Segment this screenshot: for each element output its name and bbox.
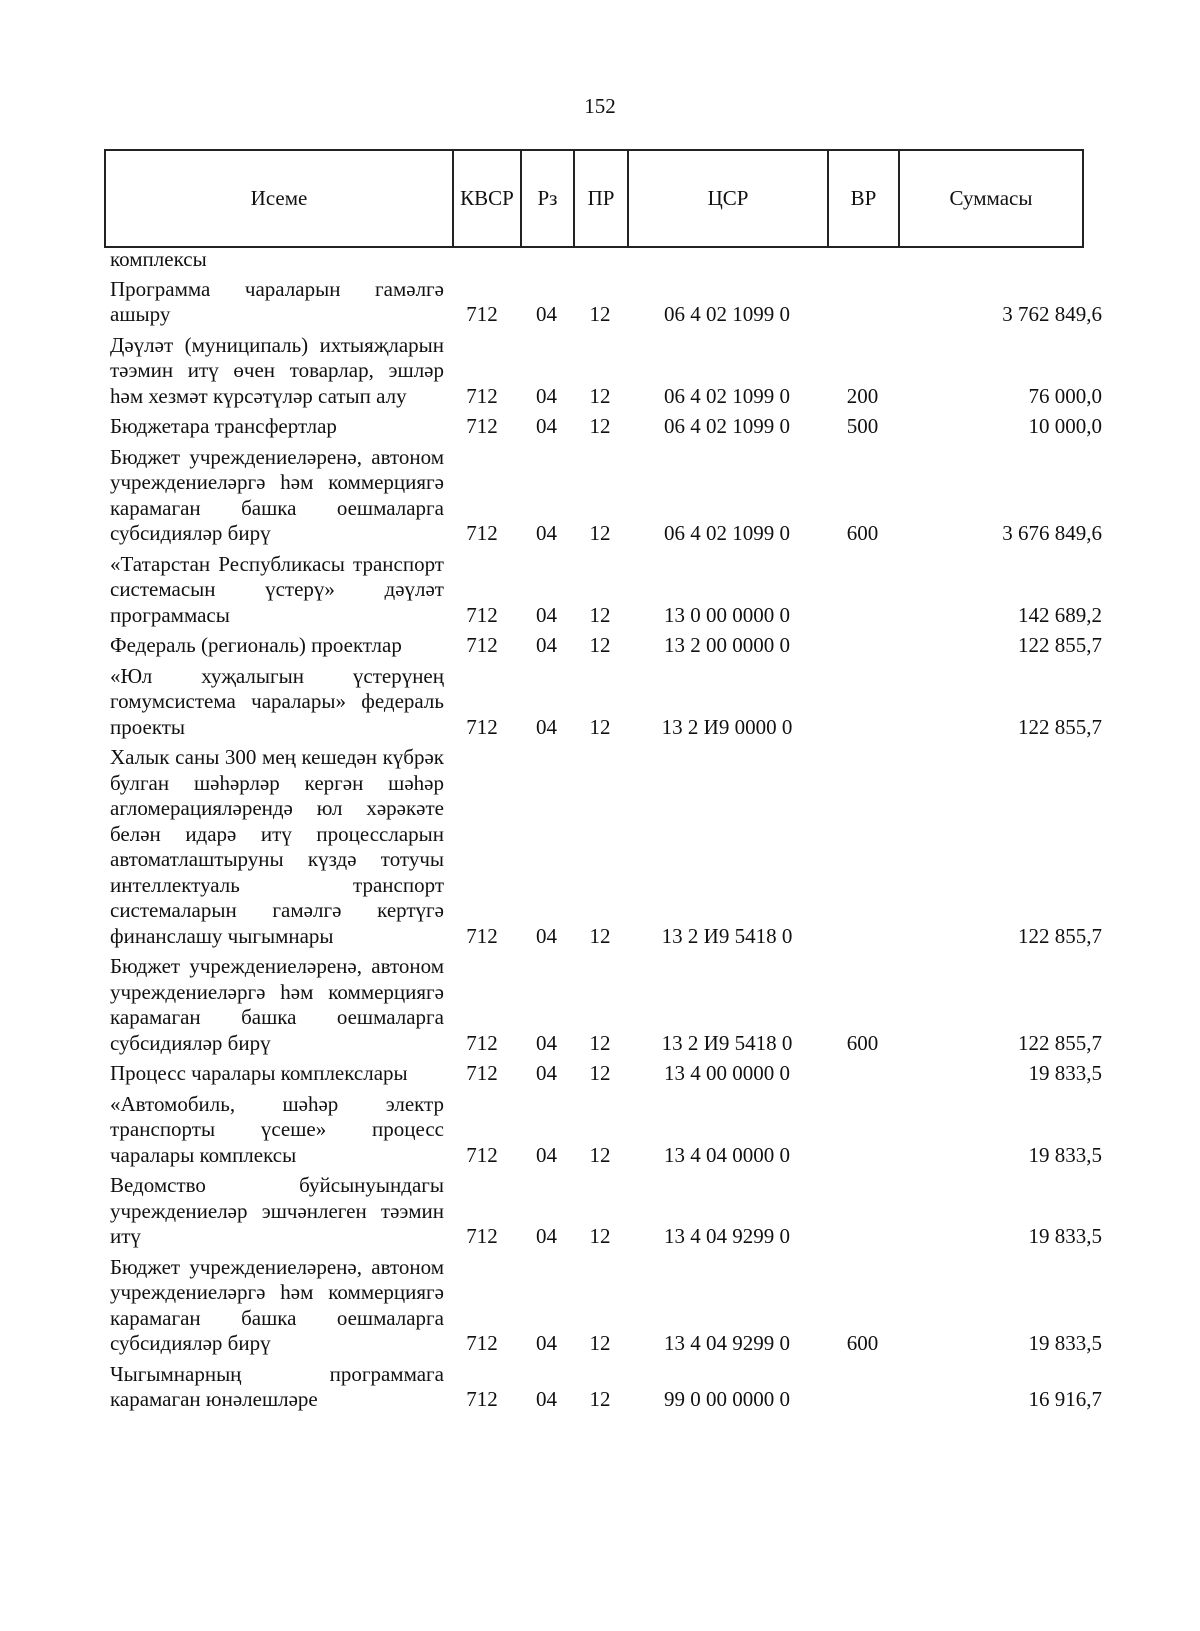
row-sum: 3 676 849,6 (1002, 521, 1102, 545)
row-pr: 12 (589, 714, 611, 739)
row-sum (898, 247, 1112, 277)
header-kvsr: КВСР (453, 150, 521, 247)
row-rz: 04 (536, 521, 557, 545)
row-rz: 04 (536, 1331, 557, 1355)
table-row (104, 1362, 1112, 1418)
row-vr (827, 1092, 898, 1174)
row-pr: 12 (589, 414, 611, 438)
row-pr: 12 (589, 302, 611, 326)
row-sum: 142 689,2 (1018, 602, 1102, 627)
row-rz: 04 (536, 602, 557, 627)
row-pr: 12 (589, 1061, 611, 1085)
row-kvsr: 712 (466, 1030, 498, 1055)
table-row (104, 1092, 1112, 1174)
row-sum: 16 916,7 (1028, 1387, 1102, 1411)
header-csr: ЦСР (628, 150, 828, 247)
row-csr (627, 247, 827, 277)
row-vr (827, 1173, 898, 1255)
row-name: Бюджет учреждениеләренә, автоном учреждениеләргә һәм коммерциягә карамаган башка оешмаларга субсидияләр бирү (110, 954, 444, 1055)
row-name: Халык саны 300 мең кешедән күбрәк булган шәһәрләр кергән шәһәр агломерацияләрендә юл хәрәкәте белән идарә итү процессларын автоматлаштыруны күздә тотучы интеллектуаль транспорт системаларын гамәлгә кертүгә финанслашу чыгымнары (110, 745, 444, 948)
row-rz: 04 (536, 1387, 557, 1411)
row-vr (827, 1061, 898, 1092)
row-vr (827, 247, 898, 277)
row-name: «Татарстан Республикасы транспорт системасын үстерү» дәүләт программасы (110, 551, 444, 627)
row-sum: 10 000,0 (1028, 414, 1102, 438)
page-number: 152 (584, 94, 616, 118)
row-sum: 19 833,5 (1028, 1224, 1102, 1248)
row-kvsr: 712 (466, 633, 498, 657)
row-csr: 13 0 00 0000 0 (664, 602, 790, 627)
row-sum: 3 762 849,6 (1002, 302, 1102, 326)
row-name: Бюджет учреждениеләренә, автоном учреждениеләргә һәм коммерциягә карамаган башка оешмаларга субсидияләр бирү (110, 1254, 444, 1355)
row-rz: 04 (536, 1142, 557, 1167)
row-csr: 06 4 02 1099 0 (664, 521, 790, 545)
row-csr: 06 4 02 1099 0 (664, 302, 790, 326)
row-name: Федераль (региональ) проектлар (110, 633, 402, 657)
header-pr: ПР (574, 150, 628, 247)
row-rz (520, 247, 573, 277)
row-kvsr: 712 (466, 1387, 498, 1411)
row-vr: 600 (846, 1331, 879, 1355)
row-name: «Автомобиль, шәһәр электр транспорты үсеше» процесс чаралары комплексы (110, 1091, 444, 1167)
row-csr: 13 4 04 9299 0 (664, 1224, 790, 1248)
row-csr: 99 0 00 0000 0 (664, 1387, 790, 1411)
row-sum: 122 855,7 (1018, 923, 1102, 948)
row-csr: 13 4 00 0000 0 (664, 1061, 790, 1085)
row-pr: 12 (589, 1030, 611, 1055)
row-kvsr: 712 (466, 602, 498, 627)
row-pr: 12 (589, 923, 611, 948)
row-name: Ведомство буйсынуындагы учреждениеләр эшчәнлеген тәэмин итү (110, 1173, 444, 1248)
table-row (104, 633, 1112, 664)
row-kvsr: 712 (466, 714, 498, 739)
row-sum: 122 855,7 (1018, 633, 1102, 657)
table-row (104, 552, 1112, 634)
table-row (104, 445, 1112, 552)
table-row (104, 414, 1112, 445)
table-row (104, 1061, 1112, 1092)
row-name: Бюджет учреждениеләренә, автоном учреждениеләргә һәм коммерциягә карамаган башка оешмаларга субсидияләр бирү (110, 444, 444, 545)
row-kvsr: 712 (466, 1331, 498, 1355)
row-pr (573, 247, 627, 277)
row-csr: 13 4 04 0000 0 (664, 1142, 790, 1167)
table-row (104, 664, 1112, 746)
row-rz: 04 (536, 923, 557, 948)
budget-table (104, 247, 1112, 1418)
row-pr: 12 (589, 1331, 611, 1355)
header-sum: Суммасы (899, 150, 1083, 247)
header-vr: ВР (828, 150, 899, 247)
row-sum: 76 000,0 (1028, 383, 1102, 408)
header-rz: Рз (521, 150, 574, 247)
row-sum: 122 855,7 (1018, 1030, 1102, 1055)
row-kvsr: 712 (466, 923, 498, 948)
row-sum: 122 855,7 (1018, 714, 1102, 739)
row-sum: 19 833,5 (1028, 1142, 1102, 1167)
row-kvsr: 712 (466, 1142, 498, 1167)
row-csr: 13 2 00 0000 0 (664, 633, 790, 657)
row-name: Чыгымнарның программага карамаган юнәлешләре (110, 1361, 444, 1411)
row-kvsr: 712 (466, 1224, 498, 1248)
row-vr: 200 (846, 383, 879, 408)
row-pr: 12 (589, 383, 611, 408)
row-vr (827, 664, 898, 746)
row-kvsr (444, 247, 520, 277)
row-pr: 12 (589, 602, 611, 627)
table-row (104, 954, 1112, 1061)
table-row (104, 277, 1112, 333)
row-rz: 04 (536, 633, 557, 657)
row-rz: 04 (536, 302, 557, 326)
row-pr: 12 (589, 521, 611, 545)
row-vr: 500 (846, 414, 879, 438)
table-row (104, 745, 1112, 954)
row-kvsr: 712 (466, 383, 498, 408)
row-vr (827, 1362, 898, 1418)
row-rz: 04 (536, 1061, 557, 1085)
row-pr: 12 (589, 633, 611, 657)
row-vr: 600 (846, 521, 879, 545)
row-rz: 04 (536, 714, 557, 739)
row-pr: 12 (589, 1387, 611, 1411)
row-pr: 12 (589, 1224, 611, 1248)
row-name: «Юл хуҗалыгын үстерүнең гомумсистема чаралары» федераль проекты (110, 663, 444, 739)
row-kvsr: 712 (466, 521, 498, 545)
table-row (104, 1255, 1112, 1362)
row-name: Программа чараларын гамәлгә ашыру (110, 276, 444, 326)
row-vr (827, 277, 898, 333)
row-name: Бюджетара трансфертлар (110, 414, 337, 438)
row-csr: 13 2 И9 5418 0 (661, 923, 793, 948)
row-kvsr: 712 (466, 1061, 498, 1085)
row-vr (827, 633, 898, 664)
table-header (104, 149, 1084, 248)
row-csr: 13 2 И9 0000 0 (661, 714, 793, 739)
row-vr (827, 745, 898, 954)
table-row (104, 247, 1112, 277)
row-csr: 13 4 04 9299 0 (664, 1331, 790, 1355)
row-rz: 04 (536, 1224, 557, 1248)
row-rz: 04 (536, 383, 557, 408)
row-name: комплексы (110, 247, 207, 271)
row-rz: 04 (536, 1030, 557, 1055)
row-csr: 06 4 02 1099 0 (664, 383, 790, 408)
header-name: Исеме (105, 150, 453, 247)
table-row (104, 1173, 1112, 1255)
table-row (104, 333, 1112, 415)
row-sum: 19 833,5 (1028, 1061, 1102, 1085)
row-rz: 04 (536, 414, 557, 438)
row-name: Процесс чаралары комплекслары (110, 1061, 408, 1085)
row-csr: 06 4 02 1099 0 (664, 414, 790, 438)
row-sum: 19 833,5 (1028, 1331, 1102, 1355)
row-kvsr: 712 (466, 302, 498, 326)
row-pr: 12 (589, 1142, 611, 1167)
row-kvsr: 712 (466, 414, 498, 438)
row-name: Дәүләт (муниципаль) ихтыяҗларын тәэмин итү өчен товарлар, эшләр һәм хезмәт күрсәтүләр сатып алу (110, 332, 444, 408)
row-vr: 600 (846, 1030, 879, 1055)
row-vr (827, 552, 898, 634)
row-csr: 13 2 И9 5418 0 (661, 1030, 793, 1055)
